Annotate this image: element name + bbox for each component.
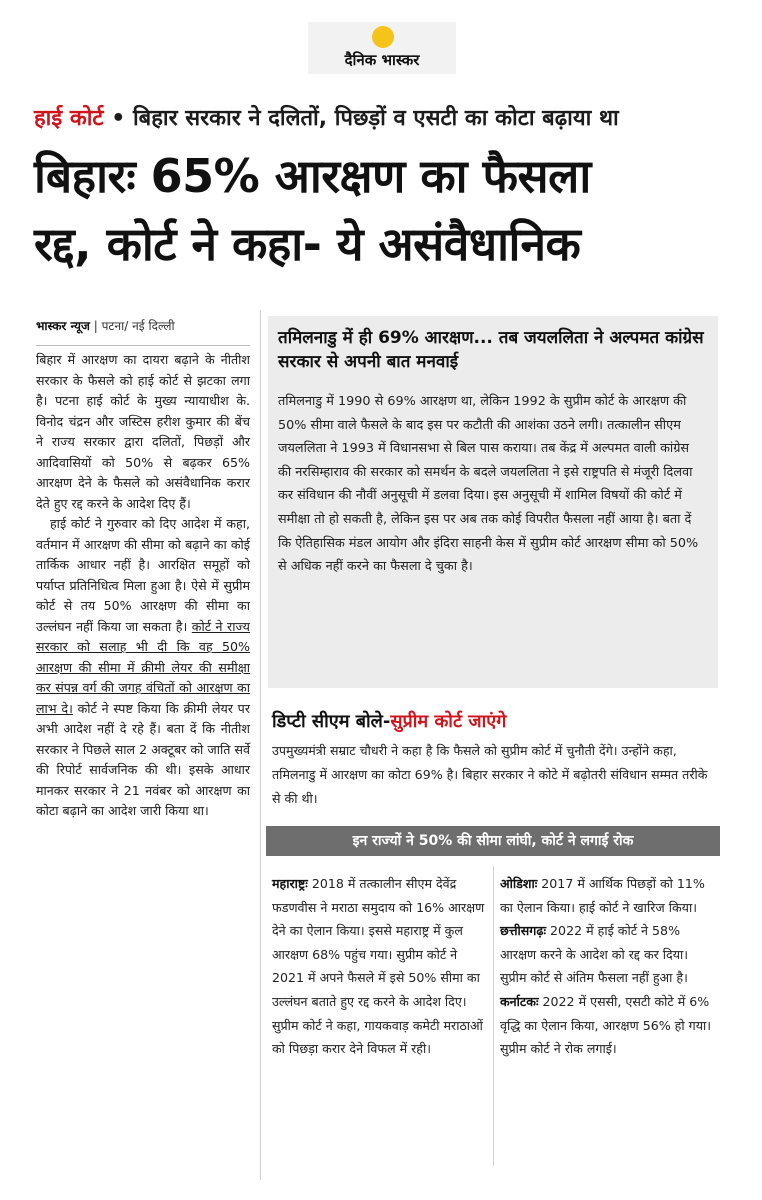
kicker-bullet: •	[111, 106, 126, 131]
sun-logo-icon	[372, 26, 394, 48]
deputy-cm-heading	[272, 709, 506, 733]
maharashtra-text: 2018 में तत्कालीन सीएम देवेंद्र फडणवीस ने मराठा समुदाय को 16% आरक्षण देने का ऐलान किया। इससे महाराष्ट्र में कुल आरक्षण 68% पहुंच गया। सुप्रीम कोर्ट ने 2021 में अपने फैसले में इसे 50% सीमा का उल्लंघन बताते हुए रद्द करने के आदेश दिए। सुप्रीम कोर्ट ने कहा, गायकवाड़ कमेटी मराठाओं को पिछड़ा करार देने विफल में रही।	[272, 876, 485, 1057]
chhattisgarh-text: 2022 में हाई कोर्ट ने 58% आरक्षण करने के आदेश को रद्द कर दिया। सुप्रीम कोर्ट से अंतिम फैसला नहीं हुआ है।	[500, 923, 689, 986]
karnataka-item	[500, 990, 718, 1061]
main-story-p2-underlined: कोर्ट ने राज्य सरकार को सलाह भी दी कि वह 50% आरक्षण की सीमा में क्रीमी लेयर की समीक्षा कर संपन्न वर्ग की जगह वंचितों को आरक्षण का लाभ दे।	[36, 618, 250, 716]
chhattisgarh-label: छत्तीसगढ़ः	[500, 923, 547, 939]
byline-agency: भास्कर न्यूज	[36, 319, 90, 333]
karnataka-text: 2022 में एससी, एसटी कोटे में 6% वृद्धि का ऐलान किया, आरक्षण 56% हो गया। सुप्रीम कोर्ट ने रोक लगाई।	[500, 993, 712, 1057]
headline	[34, 142, 734, 278]
brand-name: दैनिक भास्कर	[344, 51, 420, 69]
deputy-cm-heading-black: डिप्टी सीएम बोले-	[272, 711, 391, 732]
main-story-paragraph-2	[36, 514, 250, 822]
headline-line-2: रद्द, कोर्ट ने कहा- ये असंवैधानिक	[34, 217, 581, 271]
odisha-label: ओडिशाः	[500, 876, 538, 891]
byline-place: | पटना/ नई दिल्ली	[93, 319, 175, 333]
deputy-cm-heading-red: सुप्रीम कोर्ट जाएंगे	[390, 711, 507, 732]
byline	[36, 317, 175, 334]
main-story-p2-text-b: कोर्ट ने स्पष्ट किया कि क्रीमी लेयर पर अभी आदेश नहीं दे रहे हैं। बता दें कि नीतीश सरकार ने पिछले साल 2 अक्टूबर को जाति सर्वे की रिपोर्ट सार्वजनिक की थी। इसके आधार मानकर सरकार ने 21 नवंबर को आरक्षण का कोटा बढ़ाने का आदेश जारी किया था।	[36, 700, 250, 818]
column-divider	[260, 310, 261, 1180]
states-heading-bar: इन राज्यों ने 50% की सीमा लांघी, कोर्ट ने लगाई रोक	[266, 826, 720, 856]
deputy-cm-text: उपमुख्यमंत्री सम्राट चौधरी ने कहा है कि फैसले को सुप्रीम कोर्ट में चुनौती देंगे। उन्होंने कहा, तमिलनाडु में आरक्षण का कोटा 69% है। बिहार सरकार ने कोटे में बढ़ोतरी संविधान सम्मत तरीके से की थी।	[272, 743, 708, 806]
states-right-column	[500, 872, 718, 1061]
odisha-text: 2017 में आर्थिक पिछड़ों को 11% का ऐलान किया। हाई कोर्ट ने खारिज किया।	[500, 876, 705, 915]
maharashtra-label: महाराष्ट्रः	[272, 876, 308, 891]
masthead	[308, 22, 456, 74]
chhattisgarh-item	[500, 919, 718, 990]
headline-line-1: बिहारः 65% आरक्षण का फैसला	[34, 149, 591, 203]
tamilnadu-box	[268, 316, 718, 688]
maharashtra-item	[272, 872, 486, 1061]
kicker	[34, 102, 619, 132]
main-story	[36, 345, 250, 822]
kicker-tag: हाई कोर्ट	[34, 106, 104, 131]
karnataka-label: कर्नाटकः	[500, 993, 539, 1009]
states-column-divider	[493, 866, 494, 1166]
tamilnadu-box-title: तमिलनाडु में ही 69% आरक्षण... तब जयललिता ने अल्पमत कांग्रेस सरकार से अपनी बात मनवाई	[278, 328, 704, 372]
main-story-paragraph-1: बिहार में आरक्षण का दायरा बढ़ाने के नीतीश सरकार के फैसले को हाई कोर्ट से झटका लगा है। पटना हाई कोर्ट के मुख्य न्यायाधीश के. विनोद चंद्रन और जस्टिस हरीश कुमार की बेंच ने राज्य सरकार द्वारा दलितों, पिछड़ों और आदिवासियों को 50% से बढ़कर 65% आरक्षण देने के फैसले को असंवैधानिक करार देते हुए रद्द करने के आदेश दिए हैं।	[36, 352, 250, 511]
odisha-item	[500, 872, 718, 919]
kicker-text: बिहार सरकार ने दलितों, पिछड़ों व एसटी का कोटा बढ़ाया था	[132, 106, 619, 131]
main-story-p2-text-a: हाई कोर्ट ने गुरुवार को दिए आदेश में कहा, वर्तमान में आरक्षण की सीमा को बढ़ाने का कोई तार्किक आधार नहीं है। आरक्षित समूहों को पर्याप्त प्रतिनिधित्व मिला हुआ है। ऐसे में सुप्रीम कोर्ट से तय 50% आरक्षण की सीमा का उल्लंघन नहीं किया जा सकता है।	[36, 516, 250, 634]
tamilnadu-box-text: तमिलनाडु में 1990 से 69% आरक्षण था, लेकिन 1992 के सुप्रीम कोर्ट के आरक्षण की 50% सीमा वाले फैसले के बाद इस पर कटौती की आशंका उठने लगी। तत्कालीन सीएम जयललिता ने 1993 में विधानसभा से बिल पास कराया। तब केंद्र में अल्पमत वाली कांग्रेस की नरसिम्हाराव की सरकार को समर्थन के बदले जयललिता ने इसे राष्ट्रपति से मंजूरी दिलवा कर संविधान की नौवीं अनुसूची में डलवा दिया। इस अनुसूची में शामिल विषयों की कोर्ट में समीक्षा तो हो सकती है, लेकिन इस पर अब तक कोई विपरीत फैसला नहीं आया है। बता दें कि ऐतिहासिक मंडल आयोग और इंदिरा साहनी केस में सुप्रीम कोर्ट आरक्षण सीमा को 50% से अधिक नहीं करने का फैसला दे चुका है।	[278, 394, 699, 575]
